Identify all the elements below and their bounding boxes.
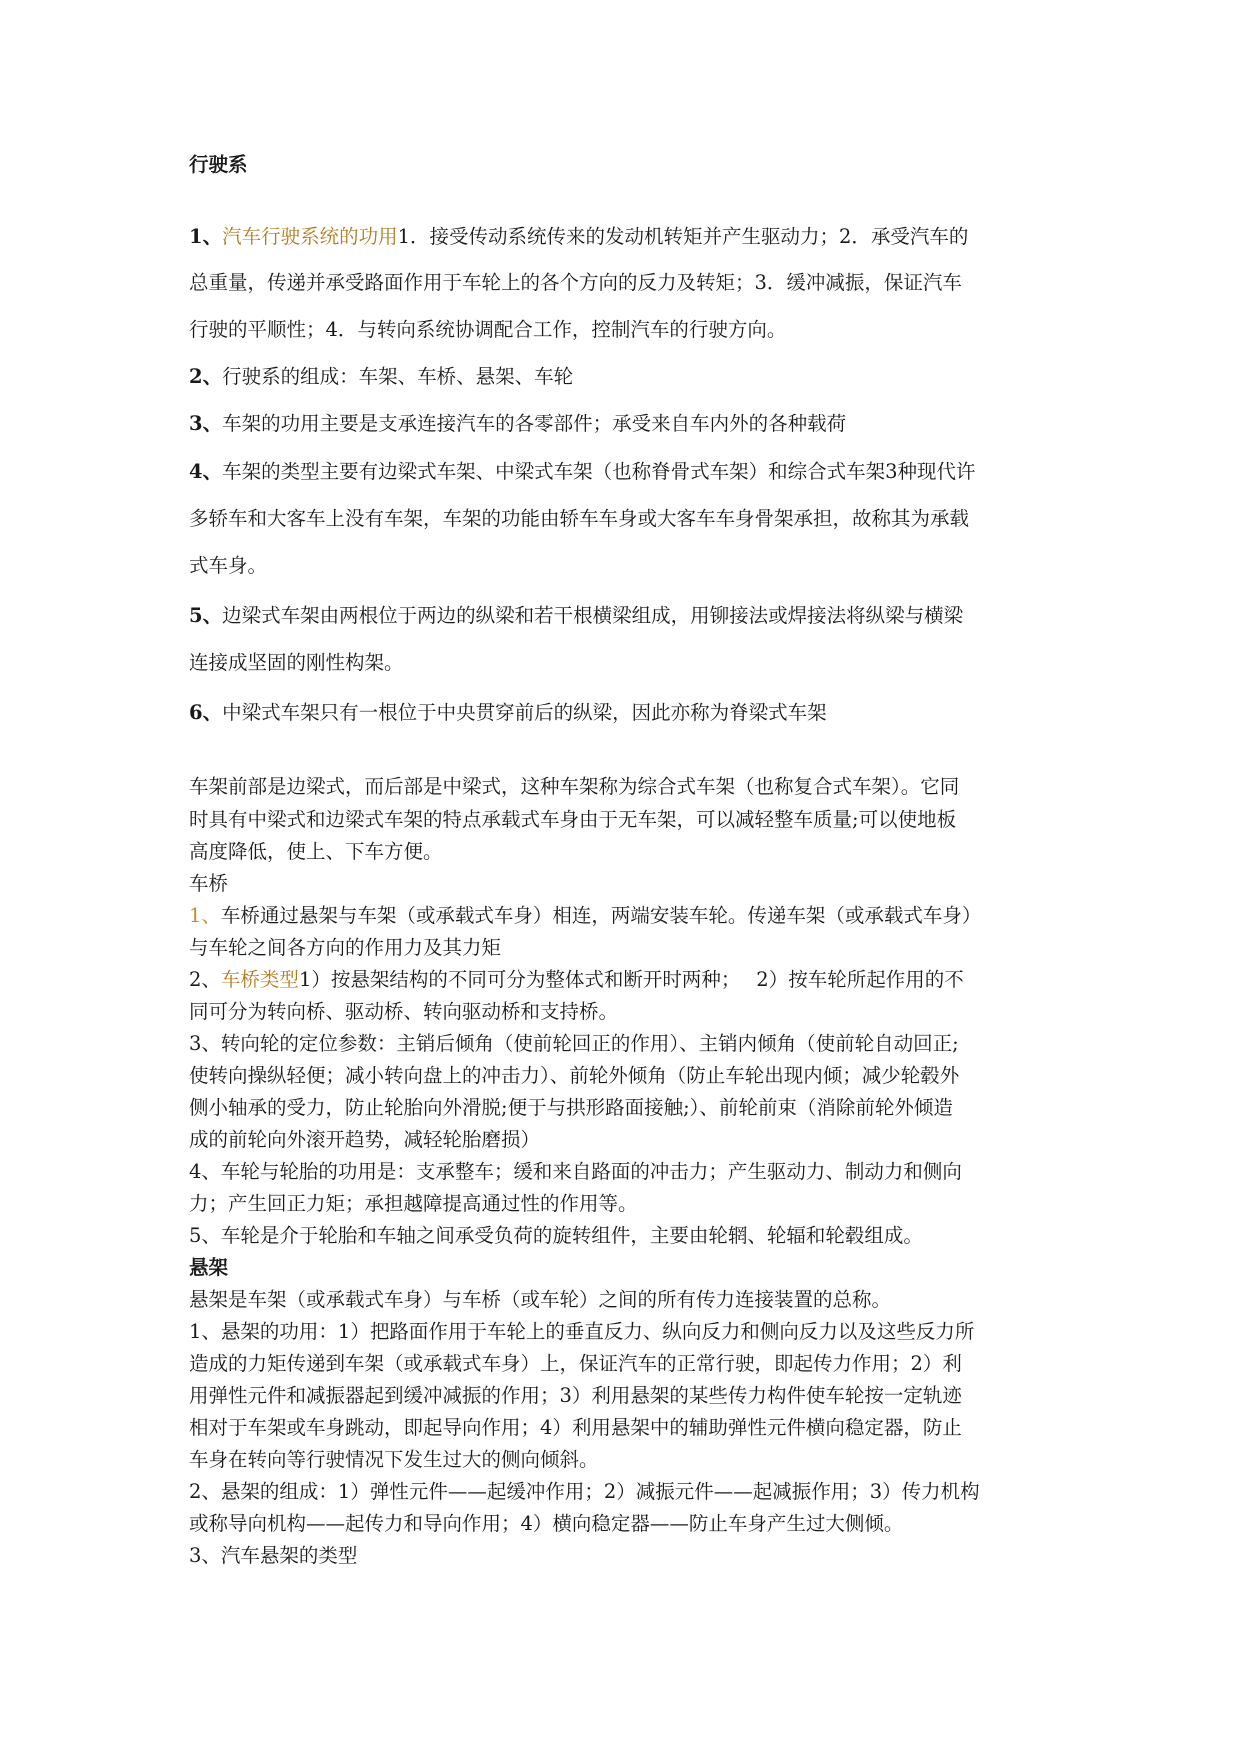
axle-item-3-line-1: 3、转向轮的定位参数：主销后倾角（使前轮回正的作用）、主销内倾角（使前轮自动回正;: [189, 1032, 959, 1055]
item-1-line-1: 1、汽车行驶系统的功用1．接受传动系统传来的发动机转矩并产生驱动力；2．承受汽车的: [189, 225, 969, 248]
item-4-line-1: 4、车架的类型主要有边梁式车架、中梁式车架（也称脊骨式车架）和综合式车架3种现代许: [189, 460, 976, 483]
para-mixed-line-1: 车架前部是边梁式，而后部是中梁式，这种车架称为综合式车架（也称复合式车架）。它同: [189, 775, 960, 798]
para-mixed-line-2: 时具有中梁式和边梁式车架的特点承载式车身由于无车架，可以减轻整车质量;可以使地板: [189, 808, 957, 831]
item-4-line-3: 式车身。: [189, 554, 268, 577]
axle-item-2-line-1: 2、车桥类型1）按悬架结构的不同可分为整体式和断开时两种； 2）按车轮所起作用的不: [189, 968, 964, 991]
item-4-line-2: 多轿车和大客车上没有车架，车架的功能由轿车车身或大客车车身骨架承担，故称其为承载: [189, 507, 970, 530]
axle-item-3-line-4: 成的前轮向外滚开趋势，减轻轮胎磨损）: [189, 1128, 541, 1151]
link-driving-system-function[interactable]: 汽车行驶系统的功用: [222, 225, 398, 248]
link-axle-types[interactable]: 车桥类型: [220, 968, 299, 991]
axle-item-4-line-1: 4、车轮与轮胎的功用是：支承整车；缓和来自路面的冲击力；产生驱动力、制动力和侧向: [189, 1160, 962, 1183]
axle-item-3-line-2: 使转向操纵轻便；减小转向盘上的冲击力）、前轮外倾角（防止车轮出现内倾；减少轮毂外: [189, 1064, 960, 1087]
suspension-item-2-line-1: 2、悬架的组成：1）弹性元件——起缓冲作用；2）减振元件——起减振作用；3）传力机构: [189, 1480, 980, 1503]
suspension-item-2-line-2: 或称导向机构——起传力和导向作用；4）横向稳定器——防止车身产生过大侧倾。: [189, 1512, 904, 1535]
item-5-line-1: 5、边梁式车架由两根位于两边的纵梁和若干根横梁组成，用铆接法或焊接法将纵梁与横梁: [189, 604, 964, 627]
item-6: 6、中梁式车架只有一根位于中央贯穿前后的纵梁，因此亦称为脊梁式车架: [189, 701, 827, 724]
suspension-item-3: 3、汽车悬架的类型: [189, 1544, 358, 1567]
section-title-axle: 车桥: [189, 872, 229, 895]
axle-item-4-line-2: 力；产生回正力矩；承担越障提高通过性的作用等。: [189, 1192, 638, 1215]
item-number: 1、: [189, 225, 223, 248]
suspension-item-1-line-5: 车身在转向等行驶情况下发生过大的侧向倾斜。: [189, 1448, 599, 1471]
section-title-driving-system: 行驶系: [189, 153, 248, 176]
section-title-suspension: 悬架: [189, 1256, 229, 1279]
axle-item-1-line-1: 1、车桥通过悬架与车架（或承载式车身）相连，两端安装车轮。传递车架（或承载式车身）: [189, 904, 982, 927]
suspension-item-1-line-2: 造成的力矩传递到车架（或承载式车身）上，保证汽车的正常行驶，即起传力作用；2）利: [189, 1352, 962, 1375]
suspension-item-1-line-3: 用弹性元件和减振器起到缓冲减振的作用；3）利用悬架的某些传力构件使车轮按一定轨迹: [189, 1384, 962, 1407]
item-2: 2、行驶系的组成：车架、车桥、悬架、车轮: [189, 365, 574, 388]
item-5-line-2: 连接成坚固的刚性构架。: [189, 651, 404, 674]
axle-item-3-line-3: 侧小轴承的受力，防止轮胎向外滑脱;便于与拱形路面接触;）、前轮前束（消除前轮外倾造: [189, 1096, 953, 1119]
suspension-intro: 悬架是车架（或承载式车身）与车桥（或车轮）之间的所有传力连接装置的总称。: [189, 1288, 892, 1311]
suspension-item-1-line-4: 相对于车架或车身跳动，即起导向作用；4）利用悬架中的辅助弹性元件横向稳定器，防止: [189, 1416, 962, 1439]
item-1-line-3: 行驶的平顺性；4．与转向系统协调配合工作，控制汽车的行驶方向。: [189, 318, 787, 341]
para-mixed-line-3: 高度降低，使上、下车方便。: [189, 840, 443, 863]
axle-item-5: 5、车轮是介于轮胎和车轴之间承受负荷的旋转组件，主要由轮辋、轮辐和轮毂组成。: [189, 1224, 923, 1247]
axle-item-2-line-2: 同可分为转向桥、驱动桥、转向驱动桥和支持桥。: [189, 1000, 619, 1023]
item-3: 3、车架的功用主要是支承连接汽车的各零部件；承受来自车内外的各种载荷: [189, 412, 847, 435]
axle-item-1-line-2: 与车轮之间各方向的作用力及其力矩: [189, 936, 502, 959]
item-1-line-2: 总重量，传递并承受路面作用于车轮上的各个方向的反力及转矩；3．缓冲减振，保证汽车: [189, 271, 962, 294]
suspension-item-1-line-1: 1、悬架的功用：1）把路面作用于车轮上的垂直反力、纵向反力和侧向反力以及这些反力所: [189, 1320, 975, 1343]
